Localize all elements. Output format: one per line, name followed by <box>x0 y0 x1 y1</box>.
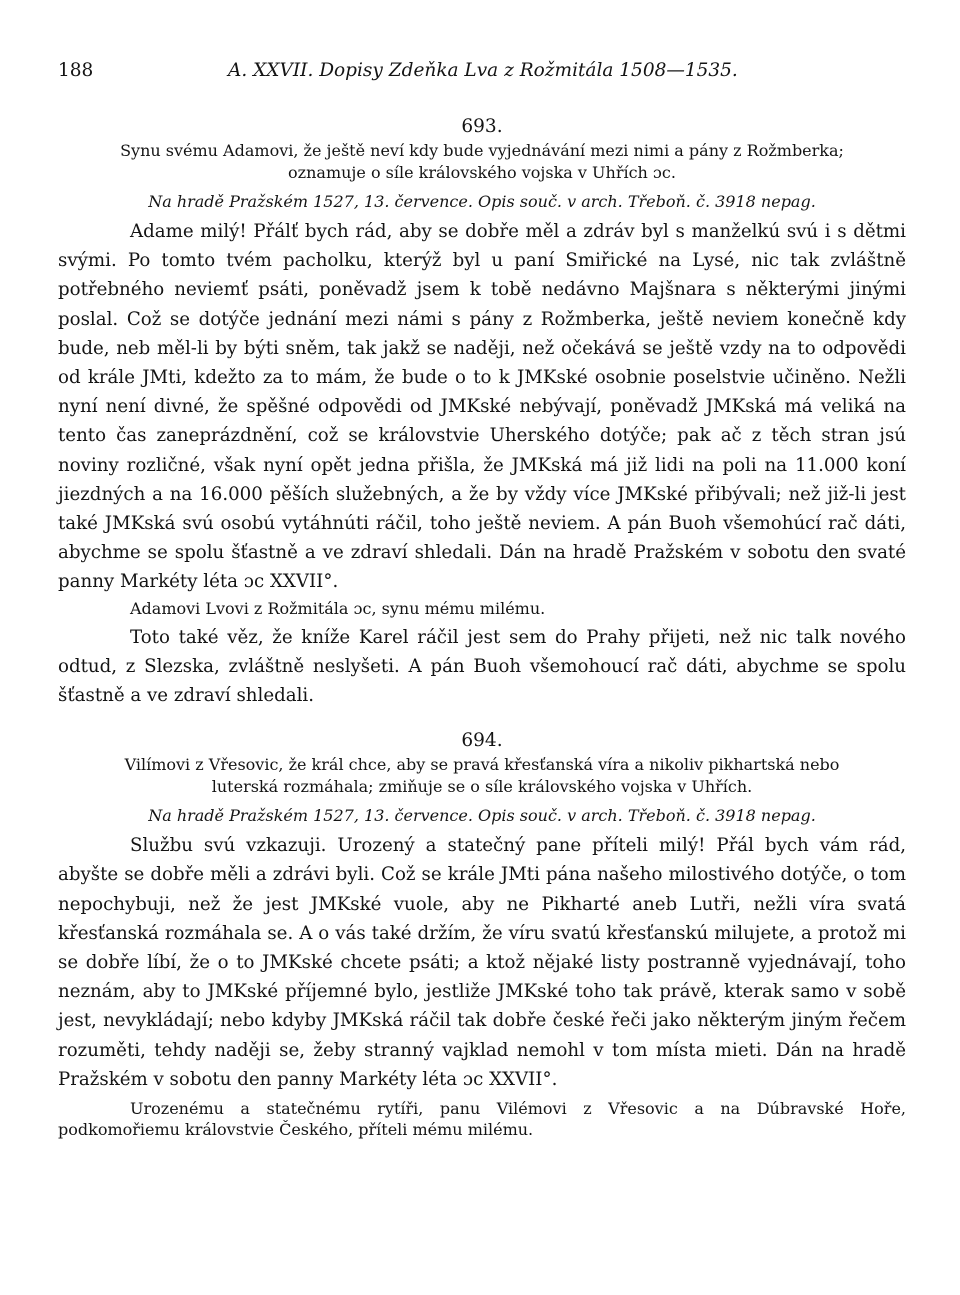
letter-number: 693. <box>461 116 503 137</box>
letter-address: Adamovi Lvovi z Rožmitála ɔc, synu mému milému. <box>130 598 546 618</box>
page-header <box>58 60 902 90</box>
letter-693 <box>58 116 906 710</box>
letter-number: 694. <box>461 730 503 752</box>
summary-line: Vilímovi z Vřesovic, že král chce, aby se pravá křesťanská víra a nikoliv pikhartská nebo <box>124 755 840 775</box>
letter-summary <box>58 754 906 798</box>
page-number: 188 <box>58 60 94 81</box>
section-gap <box>58 710 906 730</box>
running-title: A. XXVII. Dopisy Zdeňka Lva z Rožmitála 1508—1535. <box>228 60 738 81</box>
page-content <box>58 116 906 1140</box>
summary-line: luterská rozmáhala; zmiňuje se o síle královského vojska v Uhřích. <box>211 777 753 797</box>
letter-postscript: Toto také věz, že kníže Karel ráčil jest sem do Prahy přijeti, než nic talk nového odtud, z Slezska, zvláštně neslyšeti. A pán Buoh všemohoucí rač dáti, abychme se spolu šťastně a ve zdraví shledali. <box>58 626 906 707</box>
letter-body: Adame milý! Přálť bych rád, aby se dobře měl a zdráv byl s manželkú svú i s dětmi svými. Po tomto tvém pacholku, kterýž byl u paní Smiřické na Lysé, nic tak zvláštně potřebného neviemť psáti, poněvadž jsem k tobě nedávno Majšnara s některými jinými poslal. Což se dotýče jednání mezi námi s pány z Rožmberka, ještě neviem konečně kdy bude, neb měl-li by býti sněm, tak jakž se naději, než očekává se ještě vzdy na to odpovědi od krále JMti, kdežto za to mám, že bude o to k JMKské osobnie poselstvie učiněno. Nežli nyní není divné, že spěšné odpovědi od JMKské nebývají, poněvadž JMKská má veliká na tento čas zaneprázdnění, což se královstvie Uherského dotýče; pak ač z těch stran jsú noviny rozličné, však nyní opět jedna přišla, že JMKská má již lidi na poli na 11.000 koní jiezdných a na 16.000 pěších služebných, a že by vždy více JMKské přibývali; než již-li jest také JMKská svú osobú vytáhnúti ráčil, toho ještě neviem. A pán Buoh všemohúcí rač dáti, abychme se spolu šťastně a ve zdraví shledali. Dán na hradě Pražském v sobotu den svaté panny Markéty léta ɔc XXVII°. <box>58 221 906 593</box>
letter-dating: Na hradě Pražském 1527, 13. července. Opis souč. v arch. Třeboň. č. 3918 nepag. <box>148 806 816 826</box>
letter-address: Urozenému a statečnému rytíři, panu Vilémovi z Vřesovic a na Dúbravské Hoře, podkomořiemu královstvie Českého, příteli mému milému. <box>58 1099 906 1140</box>
summary-line: Synu svému Adamovi, že ještě neví kdy bude vyjednávání mezi nimi a pány z Rožmberka; <box>120 141 844 160</box>
letter-dating: Na hradě Pražském 1527, 13. července. Opis souč. v arch. Třeboň. č. 3918 nepag. <box>148 192 816 211</box>
summary-line: oznamuje o síle královského vojska v Uhřích ɔc. <box>288 163 676 182</box>
letter-body: Službu svú vzkazuji. Urozený a statečný pane příteli milý! Přál bych vám rád, abyšte se dobře měli a zdrávi byli. Což se krále JMti pána našeho milostivého dotýče, o tom nepochybuji, než že jest JMKské vuole, aby ne Pikharté aneb Lutři, nežli víra svatá křesťanská rozmáhala se. A o vás také držím, že víru svatú křesťanskú milujete, a protož mi se dobře líbí, že o to JMKské chcete psáti; a ktož nějaké listy postranně vyjednávají, toho neznám, aby to JMKské příjemné bylo, jestliže JMKské toho tak právě, kterak samo v sobě jest, nevykládají; nebo kdyby JMKská ráčil tak dobře české řeči jako některým jiným řečem rozuměti, tehdy naději se, žeby stranný vajklad nemohl v tom místa mieti. Dán na hradě Pražském v sobotu den panny Markéty léta ɔc XXVII°. <box>58 835 906 1090</box>
letter-694 <box>58 730 906 1140</box>
letter-summary <box>58 140 906 184</box>
